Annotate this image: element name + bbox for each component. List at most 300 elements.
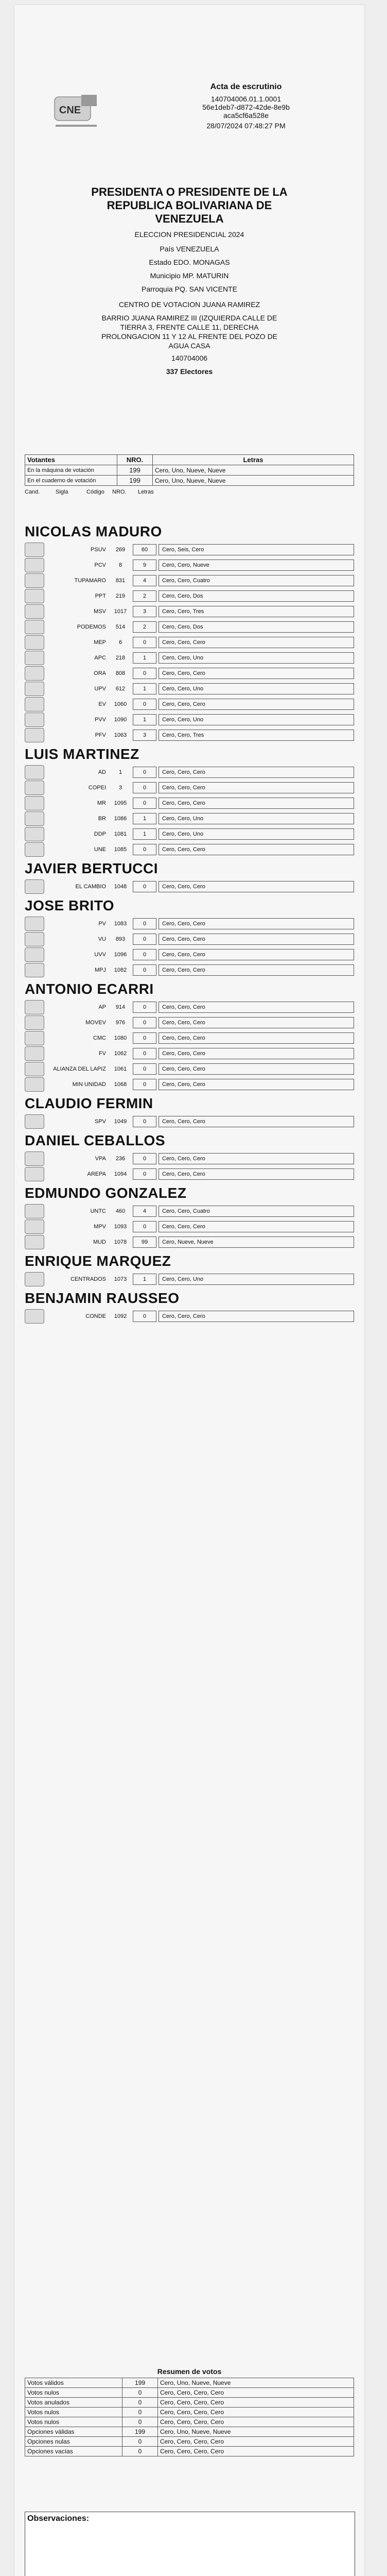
party-code: 1081	[114, 831, 127, 837]
summary-letras: Cero, Uno, Nueve, Nueve	[158, 2378, 354, 2388]
party-sigla: ORA	[94, 670, 106, 676]
party-code: 612	[115, 686, 126, 692]
row-nro: 199	[117, 465, 153, 476]
party-nro: 0	[133, 668, 156, 679]
party-code: 1083	[114, 921, 127, 927]
table-row	[25, 2378, 354, 2388]
table-row	[25, 999, 354, 1015]
party-logo	[25, 1031, 44, 1045]
acta-uuid-2: aca5cf6a528e	[223, 111, 269, 120]
party-logo	[25, 666, 44, 681]
party-code: 976	[115, 1020, 126, 1026]
party-nro: 0	[133, 1221, 156, 1232]
table-row	[25, 1151, 354, 1166]
party-nro: 0	[133, 881, 156, 892]
table-row	[25, 1166, 354, 1182]
summary-nro: 0	[122, 2417, 158, 2427]
party-logo	[25, 1204, 44, 1218]
party-logo	[25, 932, 44, 946]
party-code: 808	[115, 670, 126, 676]
table-row	[25, 712, 354, 727]
party-nro: 1	[133, 813, 156, 824]
table-row	[25, 2437, 354, 2447]
row-nro: 199	[117, 476, 153, 486]
center-name: CENTRO DE VOTACION JUANA RAMIREZ	[118, 300, 260, 309]
party-letras: Cero, Nueve, Nueve	[159, 1236, 354, 1248]
summary-letras: Cero, Uno, Nueve, Nueve	[158, 2427, 354, 2437]
party-code: 1095	[114, 800, 127, 806]
party-nro: 0	[133, 782, 156, 793]
party-sigla: UPV	[94, 686, 106, 692]
party-letras: Cero, Cero, Nueve	[159, 560, 354, 571]
party-nro: 4	[133, 575, 156, 586]
party-sigla: UVV	[94, 952, 106, 958]
table-row	[25, 1114, 354, 1129]
party-letras: Cero, Cero, Uno	[159, 828, 354, 840]
row-letras: Cero, Uno, Nueve, Nueve	[153, 465, 354, 476]
candidate-block	[25, 1132, 354, 1182]
party-sigla: VPA	[95, 1156, 106, 1162]
party-sigla: UNE	[94, 846, 106, 853]
candidate-block	[25, 746, 354, 857]
party-nro: 0	[133, 798, 156, 809]
party-sigla: BR	[98, 816, 106, 822]
candidate-name: JAVIER BERTUCCI	[25, 860, 159, 876]
party-nro: 0	[133, 699, 156, 710]
party-code: 893	[115, 936, 126, 942]
candidate-name: BENJAMIN RAUSSEO	[25, 1290, 180, 1306]
party-code: 514	[115, 624, 126, 630]
hdr-letras: Letras	[138, 489, 154, 495]
table-row	[25, 542, 354, 557]
party-code: 1078	[114, 1239, 127, 1245]
election-header	[20, 185, 359, 376]
summary-letras: Cero, Cero, Cero, Cero	[158, 2388, 354, 2398]
party-code: 1096	[114, 952, 127, 958]
table-row	[25, 1234, 354, 1250]
party-code: 1082	[114, 967, 127, 973]
table-row	[25, 2408, 354, 2417]
party-code: 1048	[114, 884, 127, 890]
party-sigla: PV	[98, 921, 106, 927]
acta-datetime: 28/07/2024 07:48:27 PM	[206, 122, 286, 130]
center-code: 140704006	[171, 354, 208, 362]
party-letras: Cero, Cero, Uno	[159, 652, 354, 664]
table-row	[25, 1030, 354, 1046]
party-code: 219	[115, 593, 126, 599]
table-row	[25, 842, 354, 857]
table-row	[25, 795, 354, 811]
party-nro: 3	[133, 606, 156, 617]
party-logo	[25, 1167, 44, 1181]
summary-letras: Cero, Cero, Cero, Cero	[158, 2417, 354, 2427]
cne-logo	[50, 93, 107, 134]
observations-label: Observaciones:	[27, 2514, 90, 2523]
hdr-cand: Cand.	[25, 489, 40, 495]
row-label: En el cuaderno de votación	[25, 476, 117, 486]
parish: Parroquia PQ. SAN VICENTE	[142, 285, 237, 293]
table-row	[25, 476, 354, 486]
party-code: 1094	[114, 1171, 127, 1177]
candidate-block	[25, 981, 354, 1092]
candidate-block	[25, 1095, 354, 1129]
table-row	[25, 811, 354, 826]
country: País VENEZUELA	[160, 245, 219, 253]
candidates-list	[25, 520, 354, 1324]
party-code: 1049	[114, 1118, 127, 1125]
summary-label: Votos anulados	[25, 2398, 122, 2408]
party-nro: 0	[133, 1168, 156, 1180]
party-code: 1063	[114, 732, 127, 738]
party-letras: Cero, Cero, Uno	[159, 683, 354, 694]
party-code: 8	[118, 562, 122, 568]
table-row	[25, 2388, 354, 2398]
table-row	[25, 1219, 354, 1234]
party-logo	[25, 651, 44, 665]
summary-nro: 0	[122, 2398, 158, 2408]
acta-uuid-1: 56e1deb7-d872-42de-8e9b	[202, 103, 290, 111]
summary-label: Votos nulos	[25, 2388, 122, 2398]
party-letras: Cero, Cero, Uno	[159, 813, 354, 824]
party-code: 1080	[114, 1035, 127, 1041]
party-sigla: DDP	[94, 831, 106, 837]
party-code: 6	[118, 639, 122, 646]
table-row	[25, 931, 354, 947]
party-logo	[25, 917, 44, 931]
candidate-block	[25, 1290, 354, 1324]
table-row	[25, 557, 354, 573]
row-letras: Cero, Uno, Nueve, Nueve	[153, 476, 354, 486]
summary-nro: 0	[122, 2447, 158, 2456]
table-row	[25, 2398, 354, 2408]
summary-label: Votos válidos	[25, 2378, 122, 2388]
party-letras: Cero, Cero, Cero	[159, 767, 354, 778]
party-code: 269	[115, 547, 126, 553]
party-letras: Cero, Cero, Cero	[159, 1168, 354, 1180]
voters-summary	[25, 454, 354, 495]
party-letras: Cero, Cero, Dos	[159, 590, 354, 602]
election-title: PRESIDENTA O PRESIDENTE DE LA REPUBLICA BOLIVARIANA DE VENEZUELA	[91, 185, 288, 225]
party-nro: 2	[133, 621, 156, 633]
party-sigla: CENTRADOS	[70, 1276, 106, 1282]
receipt-paper	[14, 5, 364, 2576]
cne-logo-graphic	[50, 93, 107, 134]
party-sigla: PCV	[94, 562, 106, 568]
table-row	[25, 1061, 354, 1077]
party-letras: Cero, Cero, Cero	[159, 1017, 354, 1028]
party-code: 1060	[114, 701, 127, 707]
party-code: 1086	[114, 816, 127, 822]
municipality: Municipio MP. MATURIN	[150, 272, 229, 280]
party-code: 1093	[114, 1224, 127, 1230]
candidate-block	[25, 897, 354, 978]
table-row	[25, 780, 354, 795]
party-code: 460	[115, 1208, 126, 1214]
party-sigla: ALIANZA DEL LAPIZ	[53, 1066, 106, 1072]
summary-label: Votos nulos	[25, 2417, 122, 2427]
party-sigla: AP	[98, 1004, 106, 1010]
party-code: 831	[115, 578, 126, 584]
party-nro: 0	[133, 637, 156, 648]
party-sigla: MUD	[93, 1239, 106, 1245]
voters-table	[25, 454, 354, 486]
table-row	[25, 727, 354, 743]
party-nro: 0	[133, 1116, 156, 1127]
party-nro: 0	[133, 1032, 156, 1044]
party-logo	[25, 765, 44, 779]
party-nro: 0	[133, 1153, 156, 1164]
party-sigla: COPEI	[88, 785, 106, 791]
party-nro: 0	[133, 1311, 156, 1322]
party-logo	[25, 1114, 44, 1129]
row-label: En la máquina de votación	[25, 465, 117, 476]
party-code: 1061	[114, 1066, 127, 1072]
party-nro: 9	[133, 560, 156, 571]
party-nro: 3	[133, 730, 156, 741]
party-letras: Cero, Cero, Cero	[159, 1311, 354, 1322]
party-letras: Cero, Cero, Cero	[159, 699, 354, 710]
party-letras: Cero, Cero, Tres	[159, 730, 354, 741]
party-sigla: PODEMOS	[77, 624, 106, 630]
party-nro: 0	[133, 767, 156, 778]
party-letras: Cero, Cero, Cero	[159, 949, 354, 960]
party-logo	[25, 589, 44, 603]
party-logo	[25, 827, 44, 841]
observations-box	[25, 2512, 355, 2576]
party-letras: Cero, Cero, Cuatro	[159, 575, 354, 586]
table-row	[25, 1309, 354, 1324]
summary-letras: Cero, Cero, Cero, Cero	[158, 2408, 354, 2417]
candidate-name: ENRIQUE MARQUEZ	[25, 1253, 171, 1269]
summary-label: Votos nulos	[25, 2408, 122, 2417]
party-code: 218	[115, 655, 126, 661]
state: Estado EDO. MONAGAS	[149, 258, 230, 266]
party-logo	[25, 1235, 44, 1249]
party-nro: 1	[133, 652, 156, 664]
table-row	[25, 947, 354, 962]
candidate-block	[25, 1185, 354, 1250]
party-sigla: PPT	[95, 593, 106, 599]
party-logo	[25, 879, 44, 894]
party-table-header	[25, 489, 354, 495]
party-nro: 0	[133, 844, 156, 855]
party-nro: 1	[133, 828, 156, 840]
party-nro: 0	[133, 918, 156, 929]
table-row	[25, 681, 354, 697]
table-row	[25, 2447, 354, 2456]
party-logo	[25, 963, 44, 977]
party-letras: Cero, Cero, Cero	[159, 918, 354, 929]
party-logo	[25, 1046, 44, 1061]
party-nro: 4	[133, 1206, 156, 1217]
summary-label: Opciones válidas	[25, 2427, 122, 2437]
party-sigla: MEP	[94, 639, 106, 646]
candidate-block	[25, 1253, 354, 1287]
acta-title: Acta de escrutinio	[210, 82, 282, 91]
party-logo	[25, 1062, 44, 1076]
party-logo	[25, 543, 44, 557]
party-letras: Cero, Cero, Cero	[159, 1002, 354, 1013]
summary-letras: Cero, Cero, Cero, Cero	[158, 2398, 354, 2408]
svg-text:CNE: CNE	[59, 105, 81, 116]
col-votantes: Votantes	[25, 455, 117, 465]
party-logo	[25, 697, 44, 711]
col-letras: Letras	[153, 455, 354, 465]
party-letras: Cero, Cero, Cero	[159, 1116, 354, 1127]
party-logo	[25, 796, 44, 810]
party-logo	[25, 842, 44, 857]
party-sigla: AD	[98, 769, 106, 775]
party-sigla: APC	[94, 655, 106, 661]
party-letras: Cero, Cero, Cero	[159, 844, 354, 855]
table-row	[25, 588, 354, 604]
party-logo	[25, 1015, 44, 1030]
party-nro: 0	[133, 964, 156, 976]
party-letras: Cero, Cero, Cero	[159, 881, 354, 892]
hdr-nro: NRO.	[112, 489, 127, 495]
party-logo	[25, 620, 44, 634]
party-logo	[25, 781, 44, 795]
party-letras: Cero, Cero, Cero	[159, 934, 354, 945]
summary-nro: 0	[122, 2437, 158, 2447]
party-letras: Cero, Cero, Cuatro	[159, 1206, 354, 1217]
table-row	[25, 1015, 354, 1030]
party-letras: Cero, Cero, Tres	[159, 606, 354, 617]
candidate-name: LUIS MARTINEZ	[25, 746, 139, 762]
party-nro: 1	[133, 714, 156, 725]
party-logo	[25, 1272, 44, 1286]
party-letras: Cero, Cero, Cero	[159, 668, 354, 679]
party-sigla: MR	[97, 800, 106, 806]
table-row	[25, 1046, 354, 1061]
table-row	[25, 2427, 354, 2437]
candidate-block	[25, 523, 354, 743]
hdr-codigo: Código	[86, 489, 104, 495]
party-sigla: SPV	[94, 1118, 106, 1125]
candidate-name: EDMUNDO GONZALEZ	[25, 1185, 187, 1201]
party-sigla: CONDE	[85, 1313, 106, 1319]
summary-letras: Cero, Cero, Cero, Cero	[158, 2447, 354, 2456]
party-letras: Cero, Cero, Dos	[159, 621, 354, 633]
party-nro: 0	[133, 1002, 156, 1013]
party-code: 1062	[114, 1050, 127, 1057]
table-row	[25, 879, 354, 894]
party-letras: Cero, Cero, Cero	[159, 1221, 354, 1232]
party-letras: Cero, Cero, Cero	[159, 1048, 354, 1059]
party-nro: 0	[133, 1079, 156, 1090]
party-logo	[25, 1151, 44, 1166]
party-logo	[25, 1000, 44, 1014]
party-nro: 2	[133, 590, 156, 602]
party-code: 1090	[114, 717, 127, 723]
party-nro: 0	[133, 949, 156, 960]
party-sigla: MPV	[94, 1224, 106, 1230]
party-nro: 0	[133, 1063, 156, 1075]
party-code: 1017	[114, 608, 127, 615]
party-sigla: MOVEV	[85, 1020, 106, 1026]
party-nro: 0	[133, 1048, 156, 1059]
table-row	[25, 2417, 354, 2427]
table-row	[25, 1272, 354, 1287]
party-code: 1	[118, 769, 122, 775]
party-sigla: PSUV	[91, 547, 106, 553]
party-letras: Cero, Cero, Cero	[159, 1063, 354, 1075]
candidate-name: NICOLAS MADURO	[25, 523, 162, 539]
election-name: ELECCION PRESIDENCIAL 2024	[134, 230, 244, 239]
party-sigla: AREPA	[87, 1171, 106, 1177]
party-letras: Cero, Cero, Cero	[159, 798, 354, 809]
party-code: 1092	[114, 1313, 127, 1319]
party-letras: Cero, Cero, Cero	[159, 637, 354, 648]
party-letras: Cero, Cero, Cero	[159, 1079, 354, 1090]
table-row	[25, 826, 354, 842]
summary-letras: Cero, Cero, Cero, Cero	[158, 2437, 354, 2447]
party-sigla: FV	[98, 1050, 106, 1057]
party-sigla: CMC	[93, 1035, 106, 1041]
table-row	[25, 650, 354, 666]
summary-nro: 199	[122, 2427, 158, 2437]
party-sigla: UNTC	[90, 1208, 106, 1214]
party-letras: Cero, Cero, Uno	[159, 714, 354, 725]
candidate-name: JOSE BRITO	[25, 897, 115, 913]
col-nro: NRO.	[117, 455, 153, 465]
table-row	[25, 962, 354, 978]
summary-label: Opciones nulas	[25, 2437, 122, 2447]
summary-nro: 0	[122, 2408, 158, 2417]
table-row	[25, 604, 354, 619]
table-row	[25, 619, 354, 635]
summary-title: Resumen de votos	[157, 2367, 222, 2376]
table-row	[25, 765, 354, 780]
summary-nro: 0	[122, 2388, 158, 2398]
party-letras: Cero, Cero, Cero	[159, 1153, 354, 1164]
table-row	[25, 573, 354, 588]
center-address: BARRIO JUANA RAMIREZ III (IZQUIERDA CALLE DE TIERRA 3, FRENTE CALLE 11, DERECHA PROLONGACION 11 Y 12 AL FRENTE DEL POZO DE AGUA CASA	[101, 314, 278, 350]
summary-nro: 199	[122, 2378, 158, 2388]
party-code: 1085	[114, 846, 127, 853]
table-row	[25, 1077, 354, 1092]
table-row	[25, 697, 354, 712]
party-nro: 0	[133, 1017, 156, 1028]
party-code: 236	[115, 1156, 126, 1162]
summary-table	[25, 2378, 354, 2456]
party-sigla: TUPAMARO	[74, 578, 106, 584]
party-code: 914	[115, 1004, 126, 1010]
hdr-sigla: Sigla	[56, 489, 68, 495]
acta-id: 140704006.01.1.0001	[210, 95, 282, 103]
party-sigla: PFV	[95, 732, 106, 738]
candidate-block	[25, 860, 354, 894]
table-row	[25, 1204, 354, 1219]
party-sigla: VU	[98, 936, 106, 942]
party-logo	[25, 573, 44, 588]
votes-summary	[25, 2367, 354, 2456]
party-code: 1073	[114, 1276, 127, 1282]
party-logo	[25, 728, 44, 742]
party-logo	[25, 1077, 44, 1092]
party-letras: Cero, Cero, Uno	[159, 1274, 354, 1285]
party-sigla: MSV	[94, 608, 106, 615]
party-letras: Cero, Seis, Cero	[159, 544, 354, 555]
party-sigla: MPJ	[95, 967, 106, 973]
party-code: 1068	[114, 1081, 127, 1088]
party-sigla: MIN UNIDAD	[72, 1081, 106, 1088]
party-code: 3	[118, 785, 122, 791]
electors-count: 337 Electores	[166, 367, 213, 376]
candidate-name: CLAUDIO FERMIN	[25, 1095, 153, 1111]
party-logo	[25, 604, 44, 619]
party-logo	[25, 713, 44, 727]
